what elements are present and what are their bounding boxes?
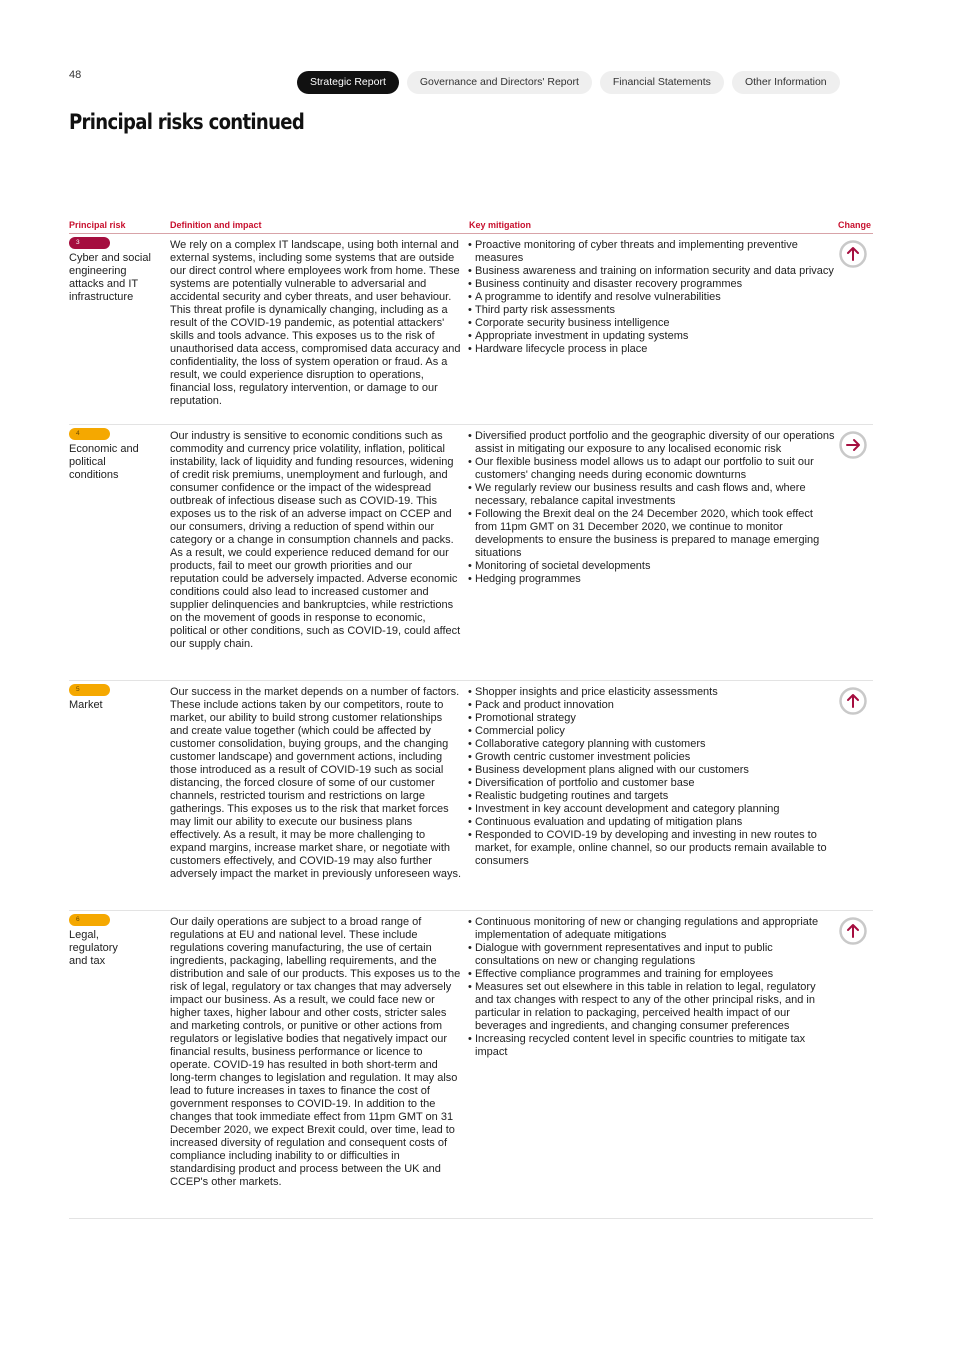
definition-paragraph: We rely on a complex IT landscape, using both internal and external systems, including some systems that are outside our direct control where employees work from home. These systems are potentially vulnerable to adversarial and accidental security and cyber threats, and user behaviour.	[170, 239, 460, 303]
mitigation-item: • Shopper insights and price elasticity assessments	[468, 686, 836, 699]
header-change: Change	[837, 220, 871, 230]
arrow-right-icon	[839, 431, 867, 459]
definition-paragraph: Our daily operations are subject to a broad range of regulations at EU and national level. These include regulations covering manufacturing, the use of certain ingredients, packaging, labelling requirements, and the distribution and sale of our products. This exposes us to the risk of legal, regulatory or tax changes that may adversely impact our business. As a result, we could face new or higher taxes, higher labour and other costs, stricter sales and marketing controls, or punitive or other actions from regulators or legislative bodies that negatively impact our financial results, business performance or licence to operate. COVID-19 has resulted in both short-term and long-term changes to legislation and regulation. It may also lead to future increases in taxes to finance the cost of government responses to COVID-19. In addition to the changes that took immediate effect from 11pm GMT on 31 December 2020, we expect Brexit could, over time, lead to increased diversity of regulation and consequent costs of compliance including inability to or difficulties in standardising product and process between the UK and CCEP's other markets.	[170, 916, 461, 1188]
mitigation-item: • Dialogue with government representatives and input to public consultations on new or changing regulations	[468, 942, 836, 968]
risk-number-badge: 3	[69, 237, 110, 249]
header-definition: Definition and impact	[170, 220, 262, 230]
mitigation-list	[468, 686, 836, 868]
arrow-up-icon	[839, 917, 867, 945]
mitigation-list	[468, 239, 836, 356]
mitigation-list	[468, 430, 836, 586]
mitigation-item: • Continuous evaluation and updating of mitigation plans	[468, 816, 836, 829]
mitigation-item: • Third party risk assessments	[468, 304, 836, 317]
arrow-up-icon	[839, 240, 867, 268]
header-mitigation: Key mitigation	[469, 220, 532, 230]
mitigation-item: • Proactive monitoring of cyber threats and implementing preventive measures	[468, 239, 836, 265]
risk-cell	[69, 681, 165, 712]
page-number: 48	[69, 69, 82, 81]
tab-strategic-report[interactable]: Strategic Report	[297, 71, 399, 94]
mitigation-item: • Pack and product innovation	[468, 699, 836, 712]
mitigation-item: • Increasing recycled content level in specific countries to mitigate tax impact	[468, 1033, 836, 1059]
table-header	[69, 220, 873, 234]
definition-paragraph: Our industry is sensitive to economic conditions such as commodity and currency price volatility, inflation, political instability, lack of liquidity and funding resources, widening of credit risk premiums, unemployment and furlough, and consumer confidence or the impact of the widespread outbreak of infectious disease such as COVID-19. This exposes us to the risk of an adverse impact on CCEP and our consumers, driving a reduction of spend within our category or a change in consumption channels and packs. As a result, we could experience reduced demand for our products, fail to meet our growth priorities and our reputation could be adversely impacted. Adverse economic conditions could also lead to increased customer and supplier delinquencies and bankruptcies, while restrictions on the movement of goods in response to economic, political or other conditions, such as COVID-19, could affect our supply chain.	[170, 430, 461, 650]
tab-financial-statements[interactable]: Financial Statements	[600, 71, 724, 94]
risk-name: Cyber and social engineering attacks and IT infrastructure	[69, 252, 151, 303]
risk-row-cyber	[69, 234, 873, 425]
risk-cell	[69, 911, 165, 968]
definition-cell	[170, 916, 462, 1189]
page-title: Principal risks continued	[69, 110, 305, 134]
mitigation-item: • Continuous monitoring of new or changing regulations and appropriate implementation of adequate mitigations	[468, 916, 836, 942]
mitigation-item: • Hardware lifecycle process in place	[468, 343, 836, 356]
mitigation-item: • Appropriate investment in updating systems	[468, 330, 836, 343]
risk-name: Legal, regulatory and tax	[69, 929, 118, 967]
mitigation-item: • Growth centric customer investment policies	[468, 751, 836, 764]
mitigation-item: • Collaborative category planning with customers	[468, 738, 836, 751]
definition-paragraph: Our success in the market depends on a number of factors. These include actions taken by our competitors, route to market, our ability to build strong customer relationships and create value together (which could be affected by customer consolidation, buying groups, and the changing customer landscape) and government actions, including those introduced as a result of COVID-19 such as social distancing, the forced closure of some of our customer channels, restricted tourism and restrictions on large gatherings. This exposes us to the risk that market forces may limit our ability to execute our business plans effectively. As a result, it may be more challenging to expand margins, increase market share, or negotiate with customers effectively, and COVID-19 may also further adversely impact the market in previously unforeseen ways.	[170, 686, 462, 880]
risk-number-badge: 5	[69, 684, 110, 696]
mitigation-item: • Commercial policy	[468, 725, 836, 738]
mitigation-list	[468, 916, 836, 1059]
section-nav	[297, 71, 840, 94]
mitigation-item: • Business awareness and training on information security and data privacy	[468, 265, 836, 278]
mitigation-item: • Following the Brexit deal on the 24 December 2020, which took effect from 11pm GMT on 31 December 2020, we continue to monitor developments to ensure the business is prepared to manage emerging situations	[468, 508, 836, 560]
mitigation-item: • Business development plans aligned with our customers	[468, 764, 836, 777]
mitigation-item: • Diversified product portfolio and the geographic diversity of our operations assist in mitigating our exposure to any localised economic risk	[468, 430, 836, 456]
mitigation-item: • We regularly review our business results and cash flows and, where necessary, rebalance capital investments	[468, 482, 836, 508]
definition-cell	[170, 239, 462, 408]
risk-name: Market	[69, 699, 103, 711]
mitigation-item: • Investment in key account development and category planning	[468, 803, 836, 816]
mitigation-item: • A programme to identify and resolve vulnerabilities	[468, 291, 836, 304]
tab-governance-directors-report[interactable]: Governance and Directors' Report	[407, 71, 592, 94]
risk-row-legal-regulatory-tax	[69, 911, 873, 1219]
principal-risks-table	[69, 220, 873, 1219]
risk-row-economic-political	[69, 425, 873, 681]
mitigation-item: • Corporate security business intelligence	[468, 317, 836, 330]
mitigation-item: • Diversification of portfolio and customer base	[468, 777, 836, 790]
definition-cell	[170, 430, 462, 651]
arrow-up-icon	[839, 687, 867, 715]
tab-other-information[interactable]: Other Information	[732, 71, 840, 94]
mitigation-item: • Measures set out elsewhere in this table in relation to legal, regulatory and tax changes with respect to any of the other principal risks, and in particular in relation to packaging, perceived health impact of our beverages and ingredients, and changing consumer preferences	[468, 981, 836, 1033]
mitigation-item: • Our flexible business model allows us to adapt our portfolio to suit our customers' changing needs during economic downturns	[468, 456, 836, 482]
mitigation-item: • Hedging programmes	[468, 573, 836, 586]
mitigation-item: • Monitoring of societal developments	[468, 560, 836, 573]
risk-cell	[69, 234, 165, 304]
risk-number-badge: 4	[69, 428, 110, 440]
risk-row-market	[69, 681, 873, 911]
mitigation-item: • Realistic budgeting routines and targets	[468, 790, 836, 803]
risk-number-badge: 6	[69, 914, 110, 926]
mitigation-item: • Effective compliance programmes and training for employees	[468, 968, 836, 981]
definition-paragraph: This threat profile is dynamically changing, including as a result of the COVID-19 pandemic, as potential attackers' skills and tools advance. This exposes us to the risk of unauthorised data access, compromised data accuracy and confidentiality, the loss of system operation or fraud. As a result, we could experience disruption to operations, financial loss, regulatory intervention, or damage to our reputation.	[170, 304, 461, 407]
risk-name: Economic and political conditions	[69, 443, 139, 481]
definition-cell	[170, 686, 462, 881]
mitigation-item: • Promotional strategy	[468, 712, 836, 725]
mitigation-item: • Business continuity and disaster recovery programmes	[468, 278, 836, 291]
header-principal-risk: Principal risk	[69, 220, 126, 230]
risk-cell	[69, 425, 165, 482]
mitigation-item: • Responded to COVID-19 by developing and investing in new routes to market, for example, online channel, so our products remain available to consumers	[468, 829, 836, 868]
